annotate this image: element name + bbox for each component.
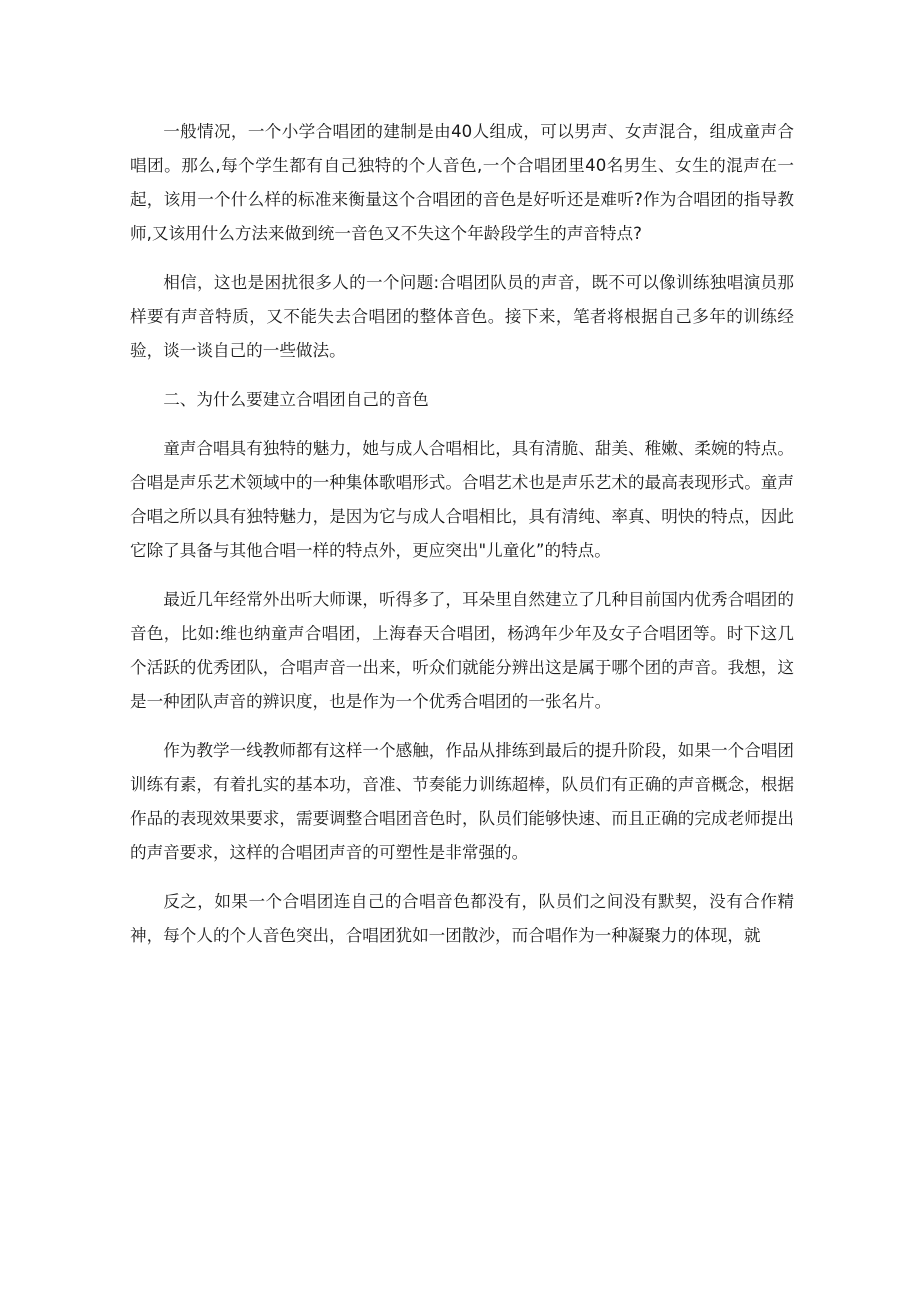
paragraph: 相信，这也是困扰很多人的一个问题:合唱团队员的声音，既不可以像训练独唱演员那样要有声音特质，又不能失去合唱团的整体音色。接下来，笔者将根据自己多年的训练经验，谈一谈自己的一些做法。	[130, 273, 794, 360]
section-heading: 二、为什么要建立合唱团自己的音色	[163, 390, 429, 409]
paragraph: 作为教学一线教师都有这样一个感触，作品从排练到最后的提升阶段，如果一个合唱团训练有素，有着扎实的基本功，音准、节奏能力训练超棒，队员们有正确的声音概念，根据作品的表现效果要求，需要调整合唱团音色时，队员们能够快速、而且正确的完成老师提出的声音要求，这样的合唱团声音的可塑性是非常强的。	[130, 741, 794, 862]
paragraph: 最近几年经常外出听大师课，听得多了，耳朵里自然建立了几种目前国内优秀合唱团的音色，比如:维也纳童声合唱团，上海春天合唱团，杨鸿年少年及女子合唱团等。时下这几个活跃的优秀团队，合唱声音一出来，听众们就能分辨出这是属于哪个团的声音。我想，这是一种团队声音的辨识度，也是作为一个优秀合唱团的一张名片。	[130, 590, 794, 711]
paragraph: 反之，如果一个合唱团连自己的合唱音色都没有，队员们之间没有默契，没有合作精神，每个人的个人音色突出，合唱团犹如一团散沙，而合唱作为一种凝聚力的体现，就	[130, 892, 794, 945]
paragraph: 童声合唱具有独特的魅力，她与成人合唱相比，具有清脆、甜美、稚嫩、柔婉的特点。合唱是声乐艺术领域中的一种集体歌唱形式。合唱艺术也是声乐艺术的最高表现形式。童声合唱之所以具有独特魅力，是因为它与成人合唱相比，具有清纯、率真、明快的特点，因此它除了具备与其他合唱一样的特点外，更应突出"儿童化”的特点。	[130, 439, 794, 560]
document-body	[130, 115, 794, 968]
paragraph: 一般情况，一个小学合唱团的建制是由40人组成，可以男声、女声混合，组成童声合唱团。那么,每个学生都有自己独特的个人音色,一个合唱团里40名男生、女生的混声在一起，该用一个什么样的标准来衡量这个合唱团的音色是好听还是难听?作为合唱团的指导教师,又该用什么方法来做到统一音色又不失这个年龄段学生的声音特点?	[130, 122, 794, 243]
